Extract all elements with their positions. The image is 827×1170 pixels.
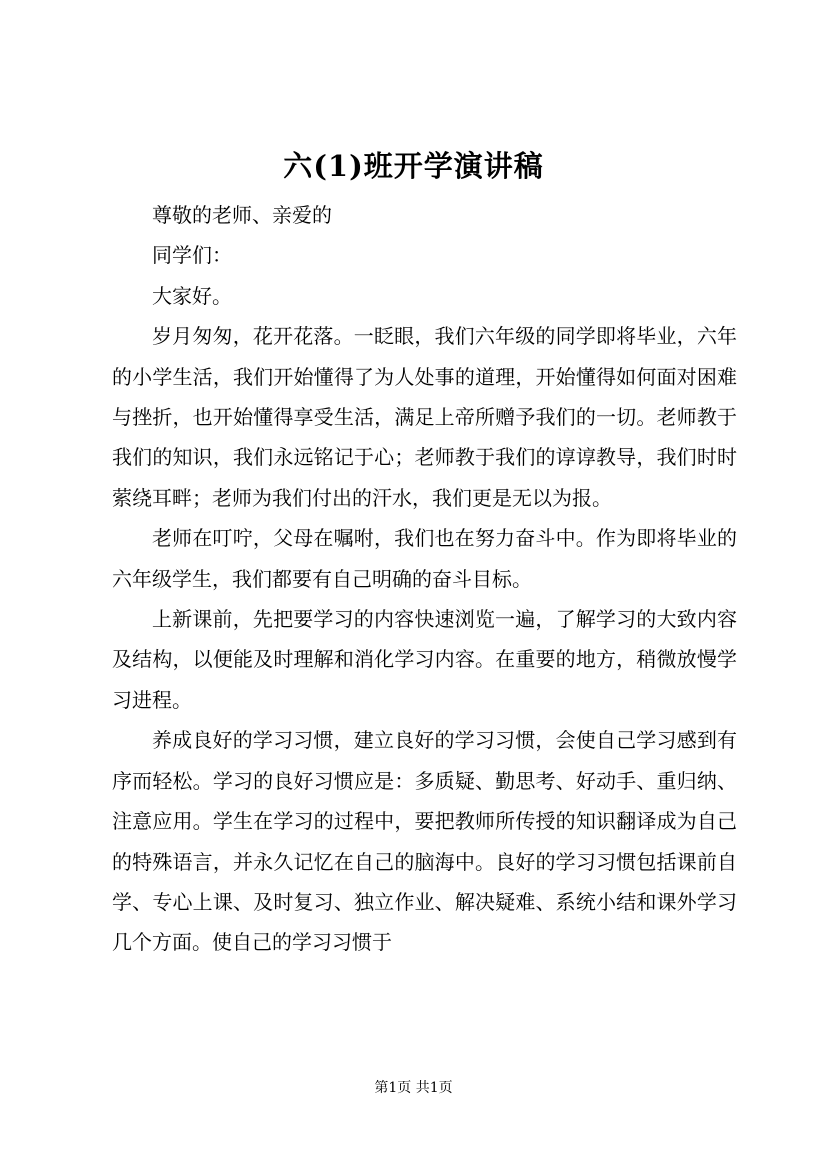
paragraph-body-1: 岁月匆匆，花开花落。一眨眼，我们六年级的同学即将毕业，六年的小学生活，我们开始懂得了为人处事的道理，开始懂得如何面对困难与挫折，也开始懂得享受生活，满足上帝所赠予我们的一切。老师教于我们的知识，我们永远铭记于心；老师教于我们的谆谆教导，我们时时萦绕耳畔；老师为我们付出的汗水，我们更是无以为报。 [112, 324, 737, 510]
paragraph-greeting: 大家好。 [152, 283, 232, 308]
paragraph-body-2: 老师在叮咛，父母在嘱咐，我们也在努力奋斗中。作为即将毕业的六年级学生，我们都要有自己明确的奋斗目标。 [112, 526, 737, 591]
page-footer: 第1页 共1页 [374, 1080, 453, 1096]
paragraph-salutation-2: 同学们： [152, 243, 232, 268]
document-body [112, 195, 737, 963]
paragraph-body-4: 养成良好的学习习惯，建立良好的学习习惯，会使自己学习感到有序而轻松。学习的良好习惯应是：多质疑、勤思考、好动手、重归纳、注意应用。学生在学习的过程中，要把教师所传授的知识翻译成为自己的特殊语言，并永久记忆在自己的脑海中。良好的学习习惯包括课前自学、专心上课、及时复习、独立作业、解决疑难、系统小结和课外学习几个方面。使自己的学习习惯于 [112, 728, 737, 955]
document-title: 六(1)班开学演讲稿 [283, 149, 544, 183]
paragraph-body-3: 上新课前，先把要学习的内容快速浏览一遍，了解学习的大致内容及结构，以便能及时理解和消化学习内容。在重要的地方，稍微放慢学习进程。 [112, 607, 737, 712]
paragraph-salutation-1: 尊敬的老师、亲爱的 [152, 203, 332, 227]
